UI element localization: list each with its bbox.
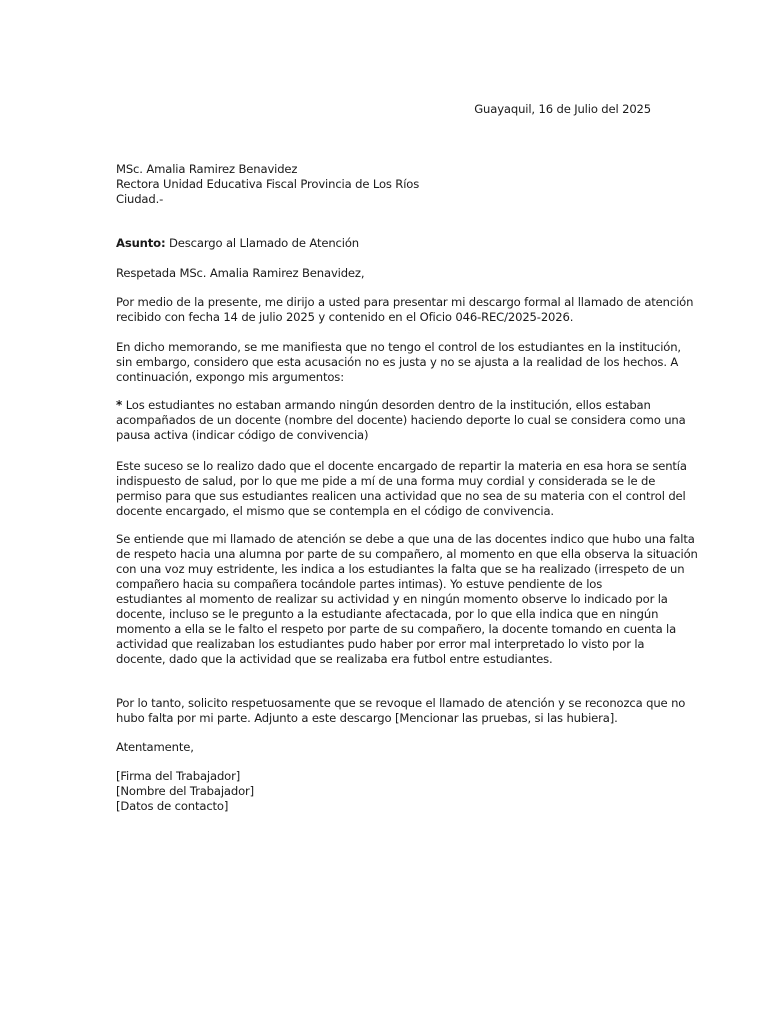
- paragraph-line: docente, incluso se le pregunto a la estudiante afectacada, por lo que ella indica que en ningún: [116, 607, 659, 621]
- subject-line: [116, 236, 656, 251]
- paragraph-line: continuación, expongo mis argumentos:: [116, 370, 344, 384]
- paragraph-line-rest: Yo estuve pendiente de los: [446, 577, 603, 591]
- greeting: [116, 266, 656, 281]
- paragraph-line: docente, dado que la actividad que se realizaba era futbol entre estudiantes.: [116, 652, 553, 666]
- paragraph-line: estudiantes al momento de realizar su actividad y en ningún momento observe lo indicado por la: [116, 592, 668, 606]
- name-placeholder: [Nombre del Trabajador]: [116, 784, 255, 798]
- signature-placeholder: [Firma del Trabajador]: [116, 769, 241, 783]
- paragraph-line: con una voz muy estridente, les indica a los estudiantes la falta que se ha realizado (irrespeto de un: [116, 562, 685, 576]
- paragraph-line: acompañados de un docente (nombre del docente) haciendo deporte lo cual se considera como una: [116, 413, 686, 427]
- paragraph-request: [116, 696, 686, 726]
- inserted-text-fragment: compañero hacia su compañera tocándole partes intimas).: [116, 577, 447, 591]
- paragraph-line: Por medio de la presente, me dirijo a usted para presentar mi descargo formal al llamado de atención: [116, 295, 694, 309]
- recipient-block: [116, 162, 656, 207]
- paragraph-line: Este suceso se lo realizo dado que el docente encargado de repartir la materia en esa hora se sentía: [116, 459, 687, 473]
- paragraph-memo: [116, 340, 681, 385]
- contact-placeholder: [Datos de contacto]: [116, 799, 229, 813]
- paragraph-context: [116, 459, 687, 519]
- recipient-name: MSc. Amalia Ramirez Benavidez: [116, 162, 298, 176]
- paragraph-line: docente encargado, el mismo que se contempla en el código de convivencia.: [116, 504, 554, 518]
- bullet-mark: *: [116, 398, 123, 412]
- paragraph-line: Por lo tanto, solicito respetuosamente que se revoque el llamado de atención y se reconozca que no: [116, 696, 686, 710]
- paragraph-line: En dicho memorando, se me manifiesta que no tengo el control de los estudiantes en la institución,: [116, 340, 681, 354]
- paragraph-line: permiso para que sus estudiantes realicen una actividad que no sea de su materia con el control del: [116, 489, 686, 503]
- paragraph-line: de respeto hacia una alumna por parte de su compañero, al momento en que ella observa la situación: [116, 547, 698, 561]
- greeting-text: Respetada MSc. Amalia Ramirez Benavidez,: [116, 266, 365, 280]
- paragraph-line: sin embargo, considero que esta acusación no es justa y no se ajusta a la realidad de los hechos. A: [116, 355, 679, 369]
- paragraph-line: momento a ella se le falto el respeto por parte de su compañero, la docente tomando en cuenta la: [116, 622, 677, 636]
- closing-text: Atentamente,: [116, 740, 194, 754]
- bullet-argument: [116, 398, 686, 443]
- paragraph-line: Los estudiantes no estaban armando ningún desorden dentro de la institución, ellos estaban: [125, 398, 651, 412]
- paragraph-line: recibido con fecha 14 de julio 2025 y contenido en el Oficio 046-REC/2025-2026.: [116, 310, 574, 324]
- subject-label: Asunto:: [116, 236, 166, 250]
- place-date: Guayaquil, 16 de Julio del 2025: [474, 102, 651, 116]
- signature-block: [116, 769, 656, 814]
- subject-text: Descargo al Llamado de Atención: [169, 236, 359, 250]
- paragraph-line: Se entiende que mi llamado de atención se debe a que una de las docentes indico que hubo una falta: [116, 532, 695, 546]
- paragraph-intro: [116, 295, 694, 325]
- paragraph-line: indispuesto de salud, por lo que me pide a mí de una forma muy cordial y considerada se le de: [116, 474, 656, 488]
- closing: [116, 740, 656, 755]
- recipient-title: Rectora Unidad Educativa Fiscal Provincia de Los Ríos: [116, 177, 420, 191]
- recipient-city: Ciudad.-: [116, 192, 164, 206]
- paragraph-explanation: [116, 532, 698, 667]
- paragraph-line: actividad que realizaban los estudiantes pudo haber por error mal interpretado lo visto por la: [116, 637, 645, 651]
- paragraph-line: pausa activa (indicar código de convivencia): [116, 428, 369, 442]
- paragraph-line: hubo falta por mi parte. Adjunto a este descargo [Mencionar las pruebas, si las hubiera].: [116, 711, 618, 725]
